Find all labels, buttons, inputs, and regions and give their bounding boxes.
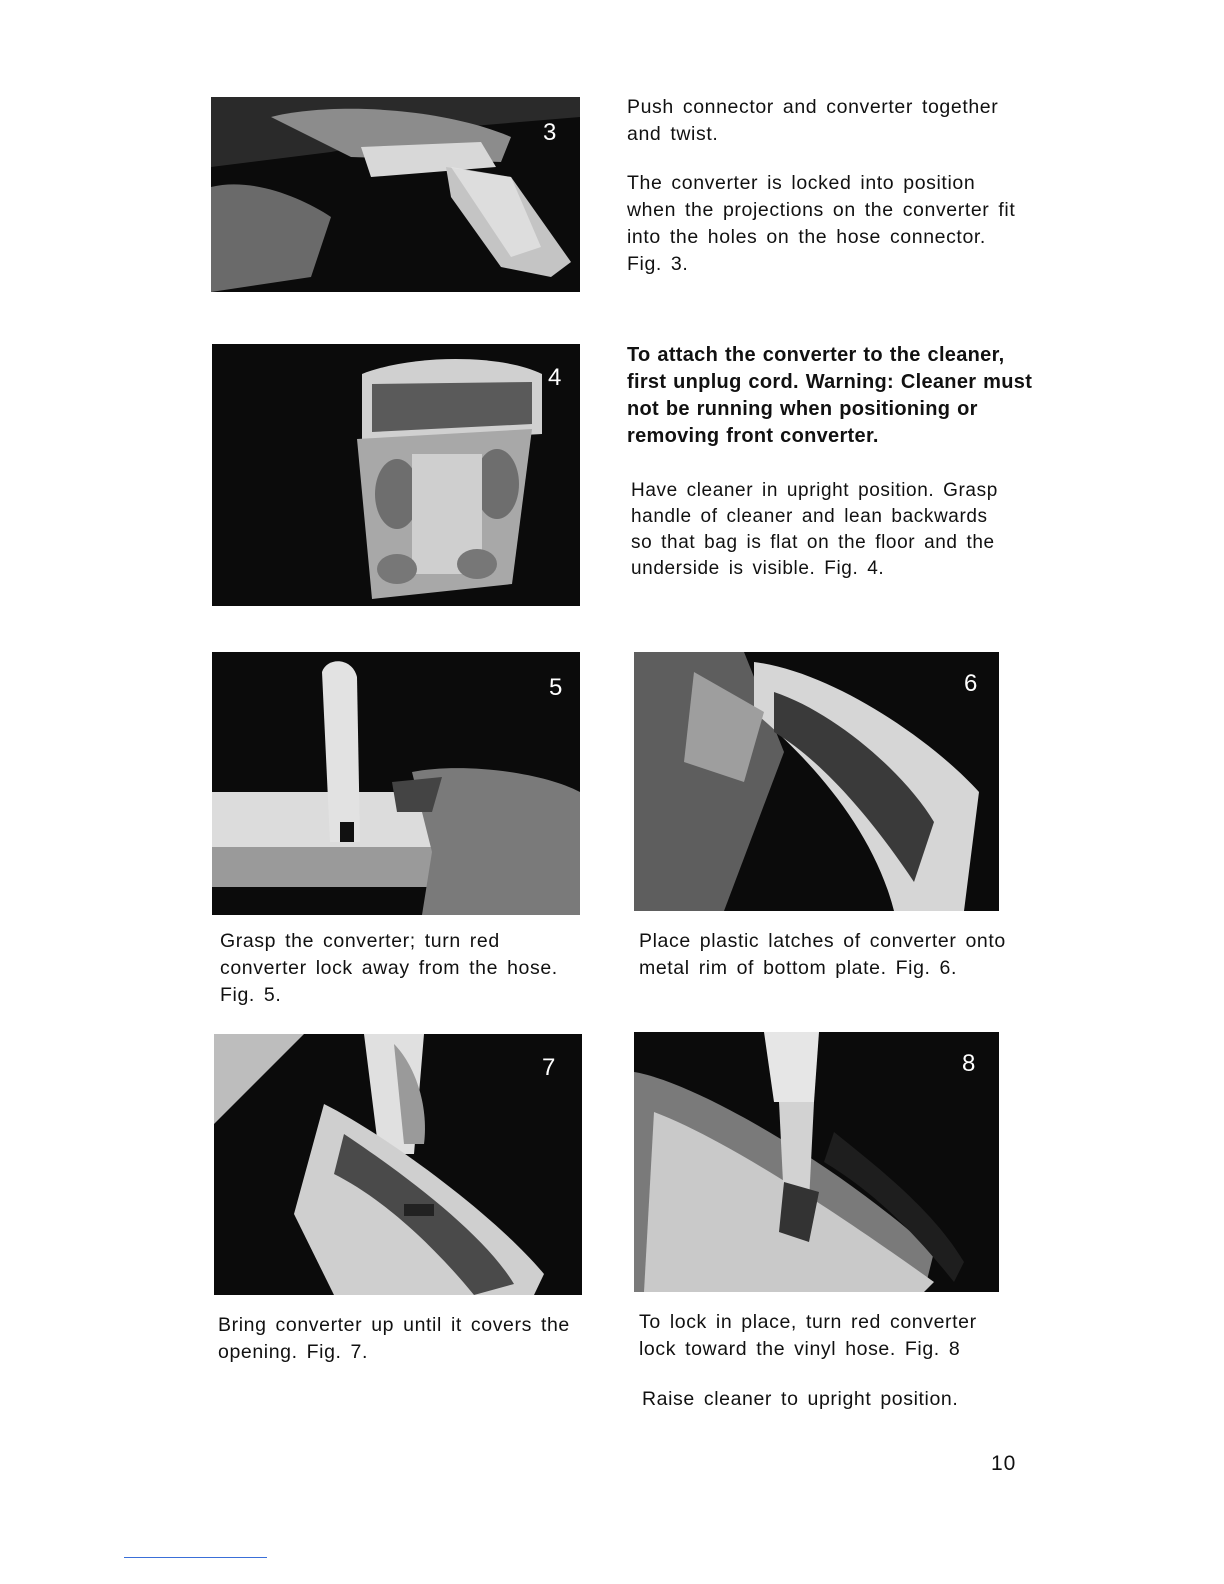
figure-8-number: 8 xyxy=(962,1050,976,1077)
figure-5-illustration xyxy=(212,652,580,915)
fig5-caption: Grasp the converter; turn red converter lock away from the hose. Fig. 5. xyxy=(220,930,558,1006)
fig4-warning-text: To attach the converter to the cleaner, first unplug cord. Warning: Cleaner must not be running when positioning or removing front converter. xyxy=(627,344,1033,447)
figure-7-illustration xyxy=(214,1034,582,1295)
figure-5-photo xyxy=(212,652,580,915)
fig8-after-text: Raise cleaner to upright position. xyxy=(642,1388,959,1410)
figure-8-illustration xyxy=(634,1032,999,1292)
fig3-text-a: Push connector and converter together and twist. xyxy=(627,96,999,145)
fig4-body-text: Have cleaner in upright position. Grasp handle of cleaner and lean backwards so that bag is flat on the floor and the underside is visible. Fig. 4. xyxy=(631,480,998,579)
figure-3-illustration xyxy=(211,97,580,292)
figure-6-photo xyxy=(634,652,999,911)
figure-3-photo xyxy=(211,97,580,292)
figure-6-illustration xyxy=(634,652,999,911)
figure-6-number: 6 xyxy=(964,670,978,697)
figure-4-number: 4 xyxy=(548,364,562,391)
figure-3-number: 3 xyxy=(543,119,557,146)
fig7-caption: Bring converter up until it covers the opening. Fig. 7. xyxy=(218,1314,570,1363)
figure-8-photo xyxy=(634,1032,999,1292)
figure-4-illustration xyxy=(212,344,580,606)
fig3-text-b: The converter is locked into position when the projections on the converter fit into the holes on the hose connector. Fig. 3. xyxy=(627,172,1016,275)
figure-7-number: 7 xyxy=(542,1054,556,1081)
footnote-divider xyxy=(124,1557,267,1558)
page-number: 10 xyxy=(991,1452,1017,1475)
figure-4-photo xyxy=(212,344,580,606)
figure-5-number: 5 xyxy=(549,674,563,701)
fig8-caption: To lock in place, turn red converter lock toward the vinyl hose. Fig. 8 xyxy=(639,1311,977,1360)
figure-7-photo xyxy=(214,1034,582,1295)
fig6-caption: Place plastic latches of converter onto metal rim of bottom plate. Fig. 6. xyxy=(639,930,1006,979)
